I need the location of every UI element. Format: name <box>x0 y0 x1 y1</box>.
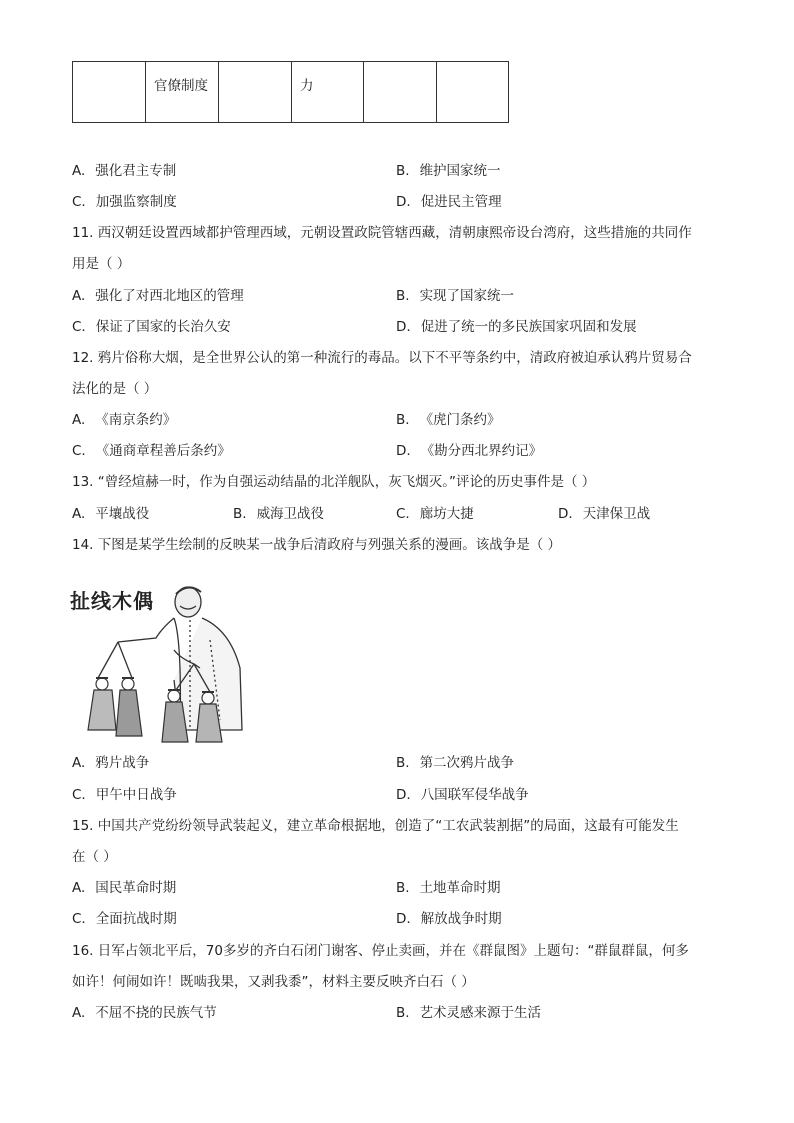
q14-option-d[interactable]: D. 八国联军侵华战争 <box>396 787 529 803</box>
q15-option-d[interactable]: D. 解放战争时期 <box>396 911 502 927</box>
q12-option-c[interactable]: C. 《通商章程善后条约》 <box>72 443 231 459</box>
table-row <box>73 62 509 123</box>
q11-stem-line2: 用是（ ） <box>72 256 131 272</box>
q15-stem-line1: 15. 中国共产党纷纷领导武装起义，建立革命根据地，创造了“工农武装割据”的局面，这最有可能发生 <box>72 818 679 834</box>
q11-stem-line1: 11. 西汉朝廷设置西域都护管理西域，元朝设置政院管辖西藏，清朝康熙帝设台湾府，这些措施的共同作 <box>72 225 692 241</box>
table-cell <box>364 62 437 123</box>
q15-stem-line2: 在（ ） <box>72 849 117 865</box>
q11-option-a[interactable]: A. 强化了对西北地区的管理 <box>72 288 244 304</box>
table-cell: 力 <box>292 62 364 123</box>
table-cell <box>73 62 146 123</box>
q14-stem-line1: 14. 下图是某学生绘制的反映某一战争后清政府与列强关系的漫画。该战争是（ ） <box>72 537 562 553</box>
cartoon-title: 扯线木偶 <box>70 589 154 613</box>
q12-option-a[interactable]: A. 《南京条约》 <box>72 412 177 428</box>
q12-option-d[interactable]: D. 《勘分西北界约记》 <box>396 443 543 459</box>
comparison-table <box>72 61 509 123</box>
q15-option-b[interactable]: B. 土地革命时期 <box>396 880 501 896</box>
q12-stem-line2: 法化的是（ ） <box>72 381 158 397</box>
q16-stem-line2: 如许！何闹如许！既啮我果，又剥我黍”，材料主要反映齐白石（ ） <box>72 974 475 990</box>
q10-option-c[interactable]: C. 加强监察制度 <box>72 194 177 210</box>
q16-option-a[interactable]: A. 不屈不挠的民族气节 <box>72 1005 217 1021</box>
q13-option-c[interactable]: C. 廊坊大捷 <box>396 506 474 522</box>
q10-option-a[interactable]: A. 强化君主专制 <box>72 163 177 179</box>
q11-option-b[interactable]: B. 实现了国家统一 <box>396 288 515 304</box>
q10-option-b[interactable]: B. 维护国家统一 <box>396 163 501 179</box>
q14-option-a[interactable]: A. 鸦片战争 <box>72 755 150 771</box>
q13-stem-line1: 13. “曾经煊赫一时，作为自强运动结晶的北洋舰队，灰飞烟灭。”评论的历史事件是（ ） <box>72 474 596 490</box>
q10-option-d[interactable]: D. 促进民主管理 <box>396 194 502 210</box>
q13-option-a[interactable]: A. 平壤战役 <box>72 506 150 522</box>
q11-option-c[interactable]: C. 保证了国家的长治久安 <box>72 319 231 335</box>
q13-option-b[interactable]: B. 威海卫战役 <box>233 506 325 522</box>
q12-stem-line1: 12. 鸦片俗称大烟，是全世界公认的第一种流行的毒品。以下不平等条约中，清政府被迫承认鸦片贸易合 <box>72 350 692 366</box>
q15-option-c[interactable]: C. 全面抗战时期 <box>72 911 177 927</box>
q12-option-b[interactable]: B. 《虎门条约》 <box>396 412 501 428</box>
q11-option-d[interactable]: D. 促进了统一的多民族国家巩固和发展 <box>396 319 637 335</box>
table-cell <box>219 62 292 123</box>
q15-option-a[interactable]: A. 国民革命时期 <box>72 880 177 896</box>
q13-option-d[interactable]: D. 天津保卫战 <box>558 506 651 522</box>
q16-stem-line1: 16. 日军占领北平后，70多岁的齐白石闭门谢客、停止卖画，并在《群鼠图》上题句：“群鼠群鼠，何多 <box>72 943 689 959</box>
q14-option-b[interactable]: B. 第二次鸦片战争 <box>396 755 515 771</box>
puppet-cartoon <box>70 580 250 750</box>
q14-option-c[interactable]: C. 甲午中日战争 <box>72 787 177 803</box>
q16-option-b[interactable]: B. 艺术灵感来源于生活 <box>396 1005 542 1021</box>
table-cell: 官僚制度 <box>146 62 219 123</box>
table-cell <box>437 62 509 123</box>
